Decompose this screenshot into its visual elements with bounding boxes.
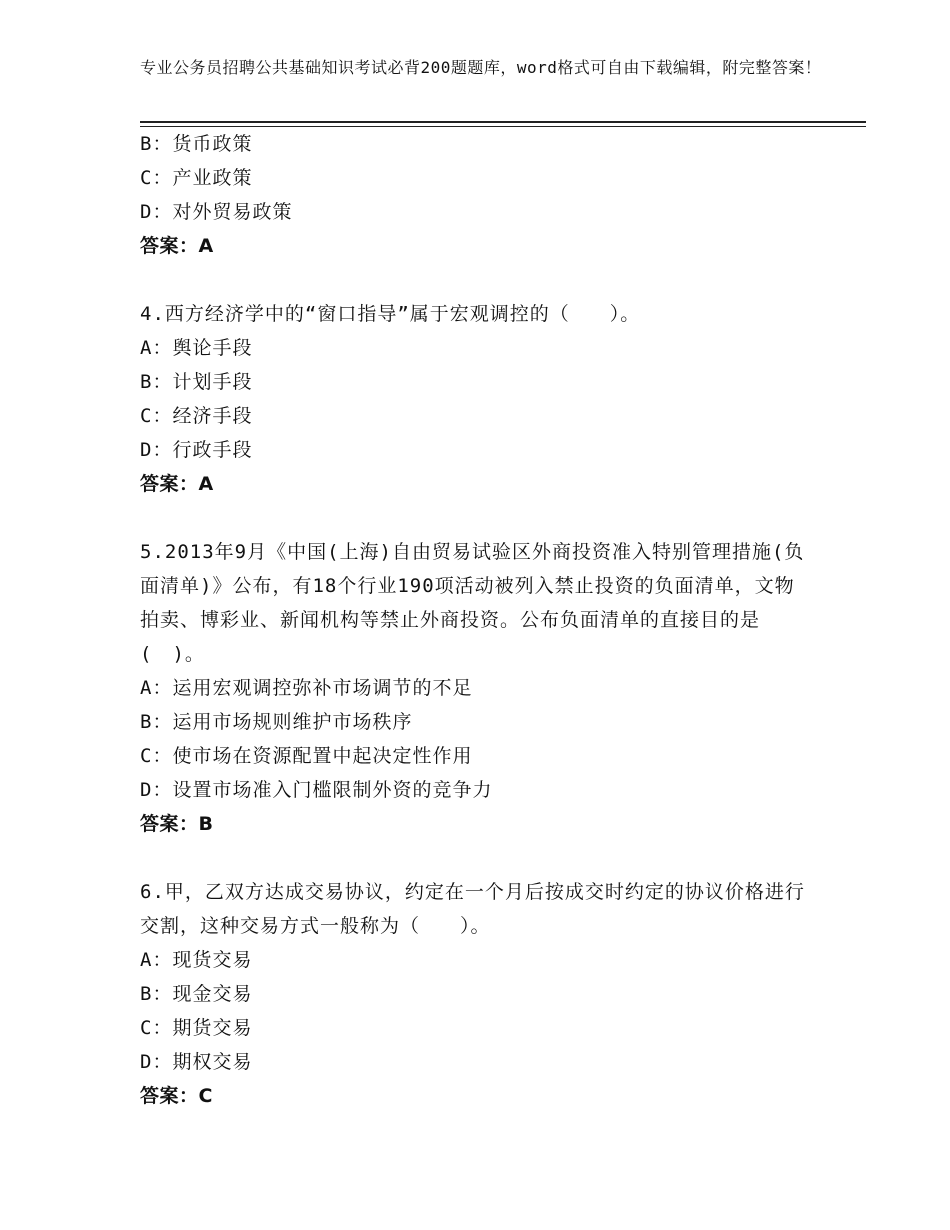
option-c: C：产业政策 <box>140 167 253 189</box>
document-header <box>140 56 840 79</box>
answer: 答案：A <box>140 235 214 257</box>
question-5 <box>140 535 810 841</box>
question-3-continued <box>140 127 810 263</box>
question-6 <box>140 875 810 1113</box>
answer: 答案：A <box>140 473 214 495</box>
option-a: A：舆论手段 <box>140 337 253 359</box>
answer: 答案：C <box>140 1085 213 1107</box>
option-d: D：对外贸易政策 <box>140 201 293 223</box>
option-c: C：期货交易 <box>140 1017 253 1039</box>
question-list <box>140 127 810 1113</box>
header-divider-thick <box>140 121 866 123</box>
option-c: C：使市场在资源配置中起决定性作用 <box>140 745 473 767</box>
question-4 <box>140 297 810 501</box>
option-b: B：现金交易 <box>140 983 253 1005</box>
question-stem: 5.2013年9月《中国(上海)自由贸易试验区外商投资准入特别管理措施(负面清单)》公布，有18个行业190项活动被列入禁止投资的负面清单，文物拍卖、博彩业、新闻机构等禁止外商投资。公布负面清单的直接目的是( )。 <box>140 541 805 665</box>
question-stem: 4.西方经济学中的“窗口指导”属于宏观调控的（ ）。 <box>140 303 641 325</box>
option-c: C：经济手段 <box>140 405 253 427</box>
option-d: D：设置市场准入门槛限制外资的竞争力 <box>140 779 493 801</box>
answer: 答案：B <box>140 813 214 835</box>
option-d: D：期权交易 <box>140 1051 253 1073</box>
header-text: 专业公务员招聘公共基础知识考试必背200题题库，word格式可自由下载编辑，附完整答案！ <box>140 58 822 77</box>
option-d: D：行政手段 <box>140 439 253 461</box>
question-stem: 6.甲，乙双方达成交易协议，约定在一个月后按成交时约定的协议价格进行交割，这种交易方式一般称为（ ）。 <box>140 881 805 937</box>
option-b: B：运用市场规则维护市场秩序 <box>140 711 413 733</box>
option-a: A：现货交易 <box>140 949 253 971</box>
option-a: A：运用宏观调控弥补市场调节的不足 <box>140 677 473 699</box>
option-b: B：货币政策 <box>140 133 253 155</box>
option-b: B：计划手段 <box>140 371 253 393</box>
